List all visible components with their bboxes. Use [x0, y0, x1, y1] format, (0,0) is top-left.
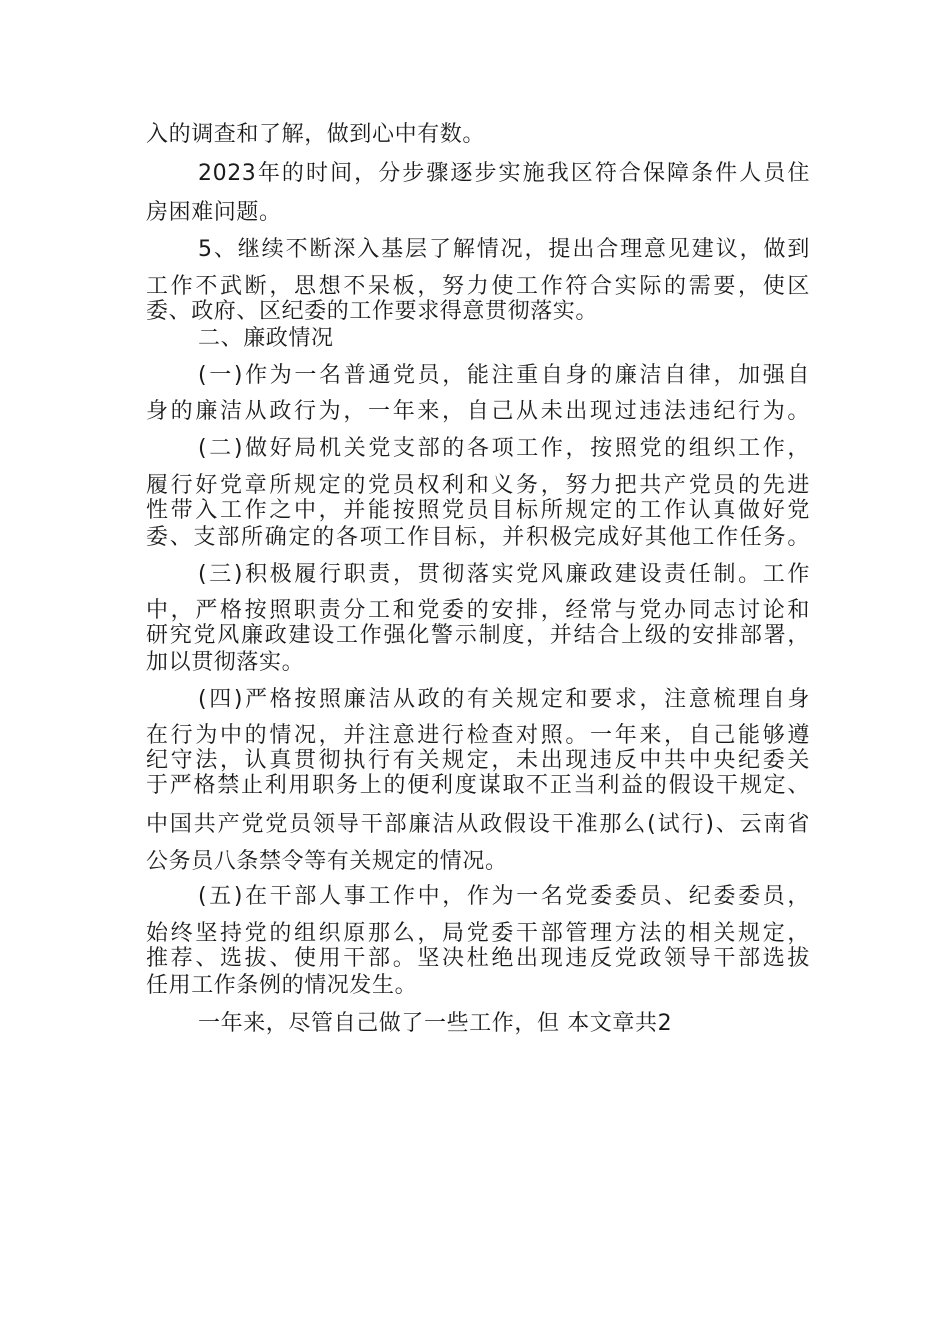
text-line: 在行为中的情况，并注意进行检查对照。一年来，自己能够遵 — [146, 723, 810, 748]
text-line: 性带入工作之中，并能按照党员目标所规定的工作认真做好党 — [146, 498, 810, 523]
text-line: 履行好党章所规定的党员权利和义务，努力把共产党员的先进 — [146, 473, 810, 498]
text-line: 中国共产党党员领导干部廉洁从政假设干准那么(试行)、云南省 — [146, 812, 810, 837]
text-line: 5、继续不断深入基层了解情况，提出合理意见建议，做到 — [198, 237, 810, 262]
text-line: (四)严格按照廉洁从政的有关规定和要求，注意梳理自身 — [198, 687, 810, 712]
text-line: (五)在干部人事工作中，作为一名党委委员、纪委委员， — [198, 884, 810, 909]
text-line: 中，严格按照职责分工和党委的安排，经常与党办同志讨论和 — [146, 598, 810, 623]
text-line: (三)积极履行职责，贯彻落实党风廉政建设责任制。工作 — [198, 562, 810, 587]
text-line: 身的廉洁从政行为，一年来，自己从未出现过违法违纪行为。 — [146, 399, 810, 424]
text-line: 一年来，尽管自己做了一些工作，但 本文章共2 — [198, 1011, 673, 1036]
text-line: 入的调查和了解，做到心中有数。 — [146, 122, 486, 147]
text-line: 任用工作条例的情况发生。 — [146, 973, 418, 998]
text-line: (二)做好局机关党支部的各项工作，按照党的组织工作， — [198, 436, 810, 461]
text-line: 于严格禁止利用职务上的便利度谋取不正当利益的假设干规定、 — [146, 773, 810, 798]
text-line: 加以贯彻落实。 — [146, 650, 305, 675]
section-heading: 二、廉政情况 — [198, 326, 334, 351]
text-line: 委、政府、区纪委的工作要求得意贯彻落实。 — [146, 299, 599, 324]
text-line: 始终坚持党的组织原那么，局党委干部管理方法的相关规定， — [146, 921, 810, 946]
text-line: (一)作为一名普通党员，能注重自身的廉洁自律，加强自 — [198, 363, 810, 388]
text-line: 房困难问题。 — [146, 200, 282, 225]
text-line: 纪守法，认真贯彻执行有关规定，未出现违反中共中央纪委关 — [146, 748, 810, 773]
text-line: 公务员八条禁令等有关规定的情况。 — [146, 849, 508, 874]
text-line: 推荐、选拔、使用干部。坚决杜绝出现违反党政领导干部选拔 — [146, 946, 810, 971]
text-line: 委、支部所确定的各项工作目标，并积极完成好其他工作任务。 — [146, 525, 810, 550]
text-line: 2023年的时间，分步骤逐步实施我区符合保障条件人员住 — [198, 161, 810, 186]
text-line: 研究党风廉政建设工作强化警示制度，并结合上级的安排部署， — [146, 623, 810, 648]
text-line: 工作不武断，思想不呆板，努力使工作符合实际的需要，使区 — [146, 274, 810, 299]
